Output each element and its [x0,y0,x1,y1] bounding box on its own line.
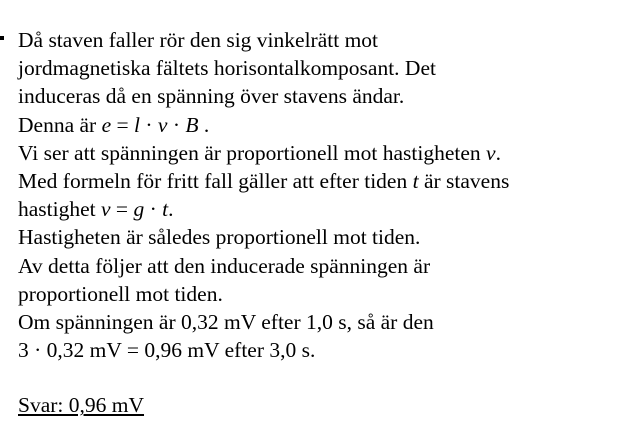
text-line-2: jordmagnetiska fältets horisontalkomposant. Det [18,56,436,81]
answer-line [18,391,614,419]
text-line-9: Av detta följer att den inducerade spänningen är [18,253,431,278]
text-line-3: induceras då en spänning över stavens ändar. [18,84,405,109]
paragraph-gap [18,364,614,391]
text-line-8: Hastigheten är således proportionell mot tiden. [18,225,421,250]
text-line-6: Med formeln för fritt fall gäller att efter tiden t är stavens [18,169,510,194]
text-line-1: Då staven faller rör den sig vinkelrätt mot [18,28,379,52]
text-line-10: proportionell mot tiden. [18,281,223,306]
text-line-11: Om spänningen är 0,32 mV efter 1,0 s, så är den [18,310,434,335]
solution-text [18,26,614,420]
formula-velocity: v = g · t. [101,197,174,222]
answer-text: Svar: 0,96 mV [18,393,145,418]
text-line-7: hastighet v = g · t. [18,197,174,222]
formula-emf: e = l · v · B . [101,112,210,137]
page-edge-mark [0,36,4,40]
text-line-5: Vi ser att spänningen är proportionell mot hastigheten v. [18,140,501,165]
text-line-12: 3 · 0,32 mV = 0,96 mV efter 3,0 s. [18,338,316,363]
text-line-4: Denna är e = l · v · B . [18,112,210,137]
